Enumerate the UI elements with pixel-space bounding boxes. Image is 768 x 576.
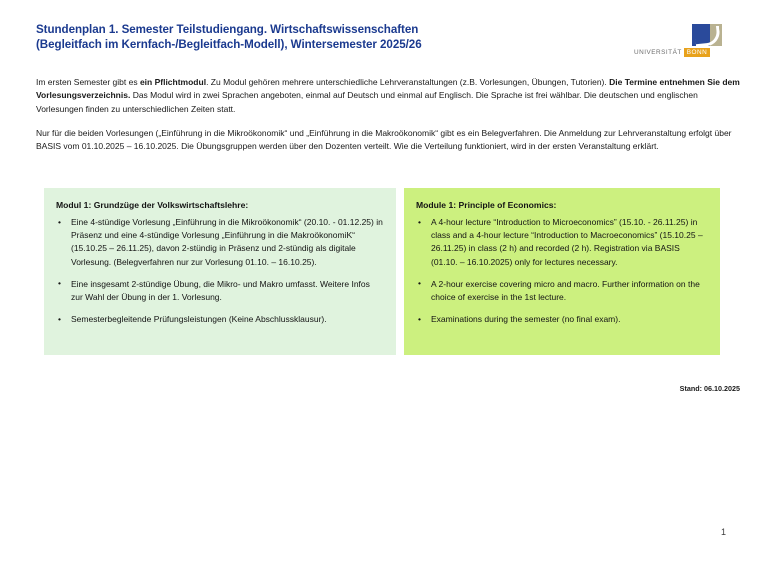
intro-p1-seg3: Das Modul wird in zwei Sprachen angeboten, einmal auf Deutsch und einmal auf Englisch. Die Sprache ist frei wählbar. Die deutschen und englischen Vorlesungen finden zu unterschiedlichen Zeiten statt. bbox=[36, 90, 698, 114]
page-title-line-2: (Begleitfach im Kernfach-/Begleitfach-Modell), Wintersemester 2025/26 bbox=[36, 38, 422, 52]
logo-city-text: BONN bbox=[684, 48, 710, 57]
list-item: • Eine insgesamt 2-stündige Übung, die Mikro- und Makro umfasst. Weitere Infos zur Wahl der Übung in der 1. Vorlesung. bbox=[56, 278, 384, 304]
intro-section bbox=[36, 76, 740, 164]
logo-emblem-swoosh-icon bbox=[694, 26, 721, 46]
university-bonn-logo bbox=[632, 24, 740, 60]
module-box-english bbox=[404, 188, 720, 355]
page-title-line-1: Stundenplan 1. Semester Teilstudiengang. Wirtschaftswissenschaften bbox=[36, 23, 419, 36]
module-box-german-list bbox=[56, 216, 384, 326]
logo-institution-text: UNIVERSITÄT bbox=[634, 49, 682, 56]
logo-emblem-icon bbox=[692, 24, 722, 46]
intro-p1-bold1: ein Pflichtmodul bbox=[139, 77, 207, 87]
page-header bbox=[36, 22, 740, 60]
intro-p1-seg1: Im ersten Semester gibt es bbox=[36, 77, 140, 87]
page-title bbox=[36, 22, 422, 53]
module-box-english-list bbox=[416, 216, 708, 326]
intro-paragraph-2: Nur für die beiden Vorlesungen („Einführung in die Mikroökonomik“ und „Einführung in die Makroökonomik“ gibt es ein Belegverfahren. Die Anmeldung zur Lehrveranstaltung erfolgt über BASIS vom 01.10.2025 – 16.10.2025. Die Übungsgruppen werden über den Dozenten verteilt. Wie die Verteilung funktioniert, wird in der ersten Veranstaltung erklärt. bbox=[36, 127, 732, 152]
module-box-german-heading: Modul 1: Grundzüge der Volkswirtschaftslehre: bbox=[56, 200, 249, 210]
module-box-english-heading: Module 1: Principle of Economics: bbox=[416, 200, 557, 210]
intro-paragraph-1 bbox=[36, 76, 740, 116]
logo-wordmark bbox=[634, 49, 710, 56]
list-item: • A 4-hour lecture “Introduction to Microeconomics” (15.10. - 26.11.25) in class and a 4-hour lecture “Introduction to Macroeconomics” (15.10.25 – 26.11.25) in class (2 h) and recorded (2 h). Registration via BASIS (01.10. – 16.10.2025) only for lectures necessary. bbox=[416, 216, 708, 269]
list-item: • Eine 4-stündige Vorlesung „Einführung in die Mikroökonomik“ (20.10. - 01.12.25) in Präsenz und eine 4-stündige Vorlesung „Einführung in die MakroökonomiK“ (15.10.25 – 26.11.25), davon 2-stündig in Präsenz und 2-stündig als digitale Vorlesung. (Belegverfahren nur zur Vorlesung 01.10. – 16.10.25). bbox=[56, 216, 384, 269]
list-item: • Semesterbegleitende Prüfungsleistungen (Keine Abschlussklausur). bbox=[56, 313, 384, 326]
intro-p1-seg2: . Zu Modul gehören mehrere unterschiedliche Lehrveranstaltungen (z.B. Vorlesungen, Übungen, Tutorien). bbox=[206, 77, 610, 87]
module-boxes bbox=[44, 188, 720, 355]
list-item: • Examinations during the semester (no final exam). bbox=[416, 313, 708, 326]
page-number: 1 bbox=[720, 527, 726, 537]
intro-p1-bold2: Die Termine entnehmen Sie dem Vorlesungsverzeichnis. bbox=[36, 77, 740, 101]
module-box-german bbox=[44, 188, 396, 355]
list-item: • A 2-hour exercise covering micro and macro. Further information on the choice of exercise in the 1st lecture. bbox=[416, 278, 708, 304]
revision-date: Stand: 06.10.2025 bbox=[679, 384, 740, 393]
